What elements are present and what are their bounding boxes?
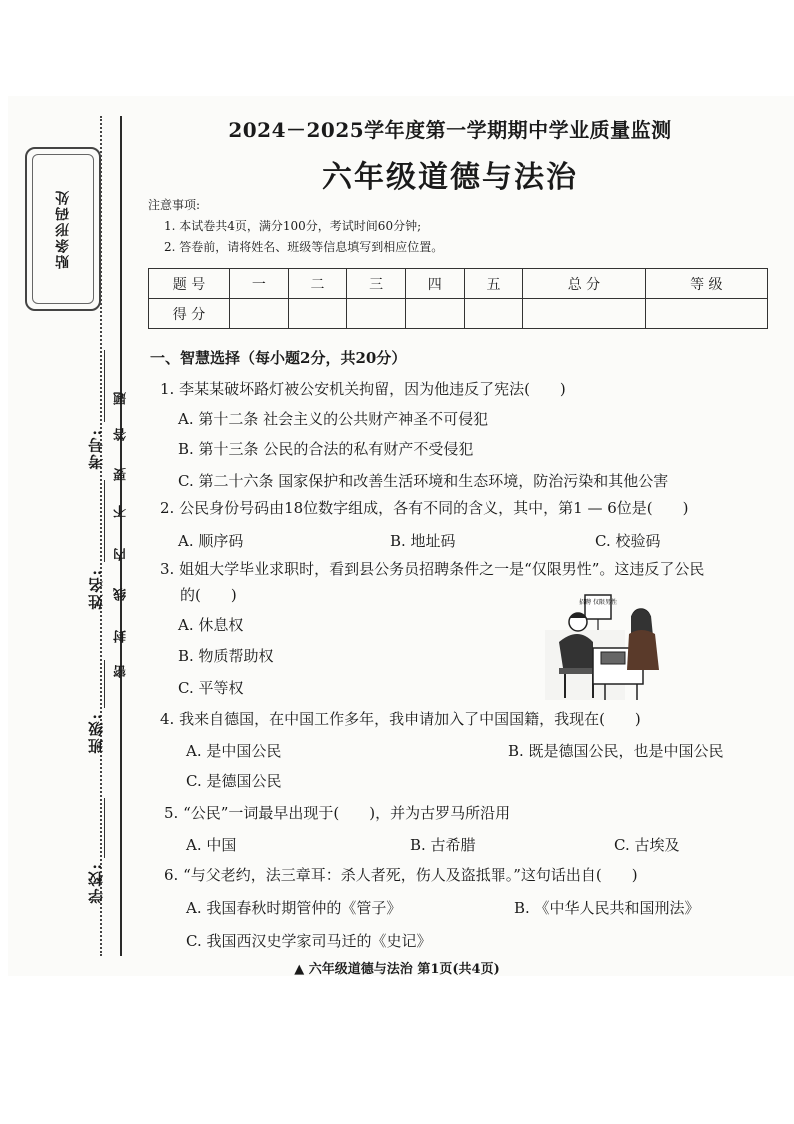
notes-block <box>148 195 443 258</box>
question-stem: 5. “公民”一词最早出现于( )，并为古罗马所沿用 <box>164 804 511 822</box>
question-option[interactable]: C. 是德国公民 <box>186 772 282 790</box>
question-option[interactable]: C. 我国西汉史学家司马迁的《史记》 <box>186 932 432 950</box>
seal-char: 题 <box>114 392 129 405</box>
score-table-score-row <box>149 299 768 329</box>
question-stem: 6. “与父老约，法三章耳：杀人者死，伤人及盗抵罪。”这句话出自( ) <box>164 866 638 884</box>
barcode-area <box>25 147 101 311</box>
question-stem: 2. 公民身份号码由18位数字组成，各有不同的含义，其中，第1 — 6位是( ) <box>160 499 689 517</box>
exam-number-line[interactable] <box>104 350 105 422</box>
section-title: 一、智慧选择（每小题2分，共20分） <box>150 349 407 367</box>
question-option[interactable]: A. 顺序码 <box>178 532 244 550</box>
question-option[interactable]: A. 中国 <box>186 836 237 854</box>
question-option[interactable]: B. 既是德国公民，也是中国公民 <box>508 742 724 760</box>
question-option[interactable]: B. 古希腊 <box>410 836 476 854</box>
class-line[interactable] <box>104 660 105 708</box>
question-option[interactable]: A. 是中国公民 <box>186 742 282 760</box>
question-stem: 4. 我来自德国，在中国工作多年，我申请加入了中国国籍，我现在( ) <box>160 710 641 728</box>
score-cell[interactable] <box>523 299 645 329</box>
question-option[interactable]: C. 第二十六条 国家保护和改善生活环境和生态环境，防治污染和其他公害 <box>178 472 669 490</box>
seal-char: 密 <box>114 665 129 678</box>
notes-item: 1. 本试卷共4页，满分100分，考试时间60分钟; <box>164 219 422 233</box>
school-label: 学校: <box>87 862 105 904</box>
question-option[interactable]: C. 古埃及 <box>614 836 680 854</box>
class-label: 班级: <box>87 712 105 754</box>
question-option[interactable]: B. 《中华人民共和国刑法》 <box>514 899 700 917</box>
seal-char: 内 <box>114 548 129 561</box>
exam-title: 2024－2025学年度第一学期期中学业质量监测 <box>228 118 672 142</box>
score-header-cell: 五 <box>464 269 523 299</box>
seal-char: 答 <box>114 428 129 441</box>
score-cell[interactable] <box>288 299 347 329</box>
score-cell[interactable] <box>464 299 523 329</box>
job-interview-illustration <box>545 590 665 702</box>
notes-heading: 注意事项: <box>148 198 201 212</box>
footer-logo-icon: ▲ <box>294 962 305 977</box>
subject-title: 六年级道德与法治 <box>322 160 578 195</box>
score-cell[interactable] <box>645 299 767 329</box>
score-header-cell: 等 级 <box>645 269 767 299</box>
score-header-cell: 二 <box>288 269 347 299</box>
question-option[interactable]: A. 我国春秋时期管仲的《管子》 <box>186 899 402 917</box>
score-cell[interactable] <box>347 299 406 329</box>
question-option[interactable]: B. 地址码 <box>390 532 456 550</box>
question-stem-continued: 的( ) <box>180 586 237 604</box>
question-option[interactable]: C. 校验码 <box>595 532 661 550</box>
sign-text: 招聘 仅限男性 <box>579 599 617 606</box>
question-option[interactable]: B. 物质帮助权 <box>178 647 274 665</box>
exam-number-label: 考号: <box>87 428 105 470</box>
seal-char: 要 <box>114 468 129 481</box>
question-option[interactable]: A. 休息权 <box>178 616 244 634</box>
score-table <box>148 268 768 329</box>
question-option[interactable]: B. 第十三条 公民的合法的私有财产不受侵犯 <box>178 440 474 458</box>
score-table-header-row <box>149 269 768 299</box>
score-header-cell: 一 <box>230 269 289 299</box>
score-cell[interactable] <box>230 299 289 329</box>
seal-char: 不 <box>114 505 129 518</box>
seal-char: 封 <box>114 630 129 643</box>
question-option[interactable]: C. 平等权 <box>178 679 244 697</box>
score-row-label: 得 分 <box>149 299 230 329</box>
score-header-cell: 四 <box>405 269 464 299</box>
question-option[interactable]: A. 第十二条 社会主义的公共财产神圣不可侵犯 <box>178 410 489 428</box>
question-stem: 3. 姐姐大学毕业求职时，看到县公务员招聘条件之一是“仅限男性”。这违反了公民 <box>160 560 705 578</box>
name-line[interactable] <box>104 480 105 562</box>
score-header-cell: 总 分 <box>523 269 645 299</box>
seal-char: 线 <box>114 588 129 601</box>
name-label: 姓名: <box>87 568 105 610</box>
notes-item: 2. 答卷前，请将姓名、班级等信息填写到相应位置。 <box>164 240 444 254</box>
footer-text: 六年级道德与法治 第1页(共4页) <box>308 962 500 977</box>
page-footer <box>0 958 794 977</box>
question-stem: 1. 李某某破坏路灯被公安机关拘留，因为他违反了宪法( ) <box>160 380 566 398</box>
margin-rule <box>120 116 122 956</box>
score-header-cell: 题 号 <box>149 269 230 299</box>
score-header-cell: 三 <box>347 269 406 299</box>
score-cell[interactable] <box>405 299 464 329</box>
barcode-label: 贴条形码处 <box>55 189 71 269</box>
school-line[interactable] <box>104 798 105 858</box>
